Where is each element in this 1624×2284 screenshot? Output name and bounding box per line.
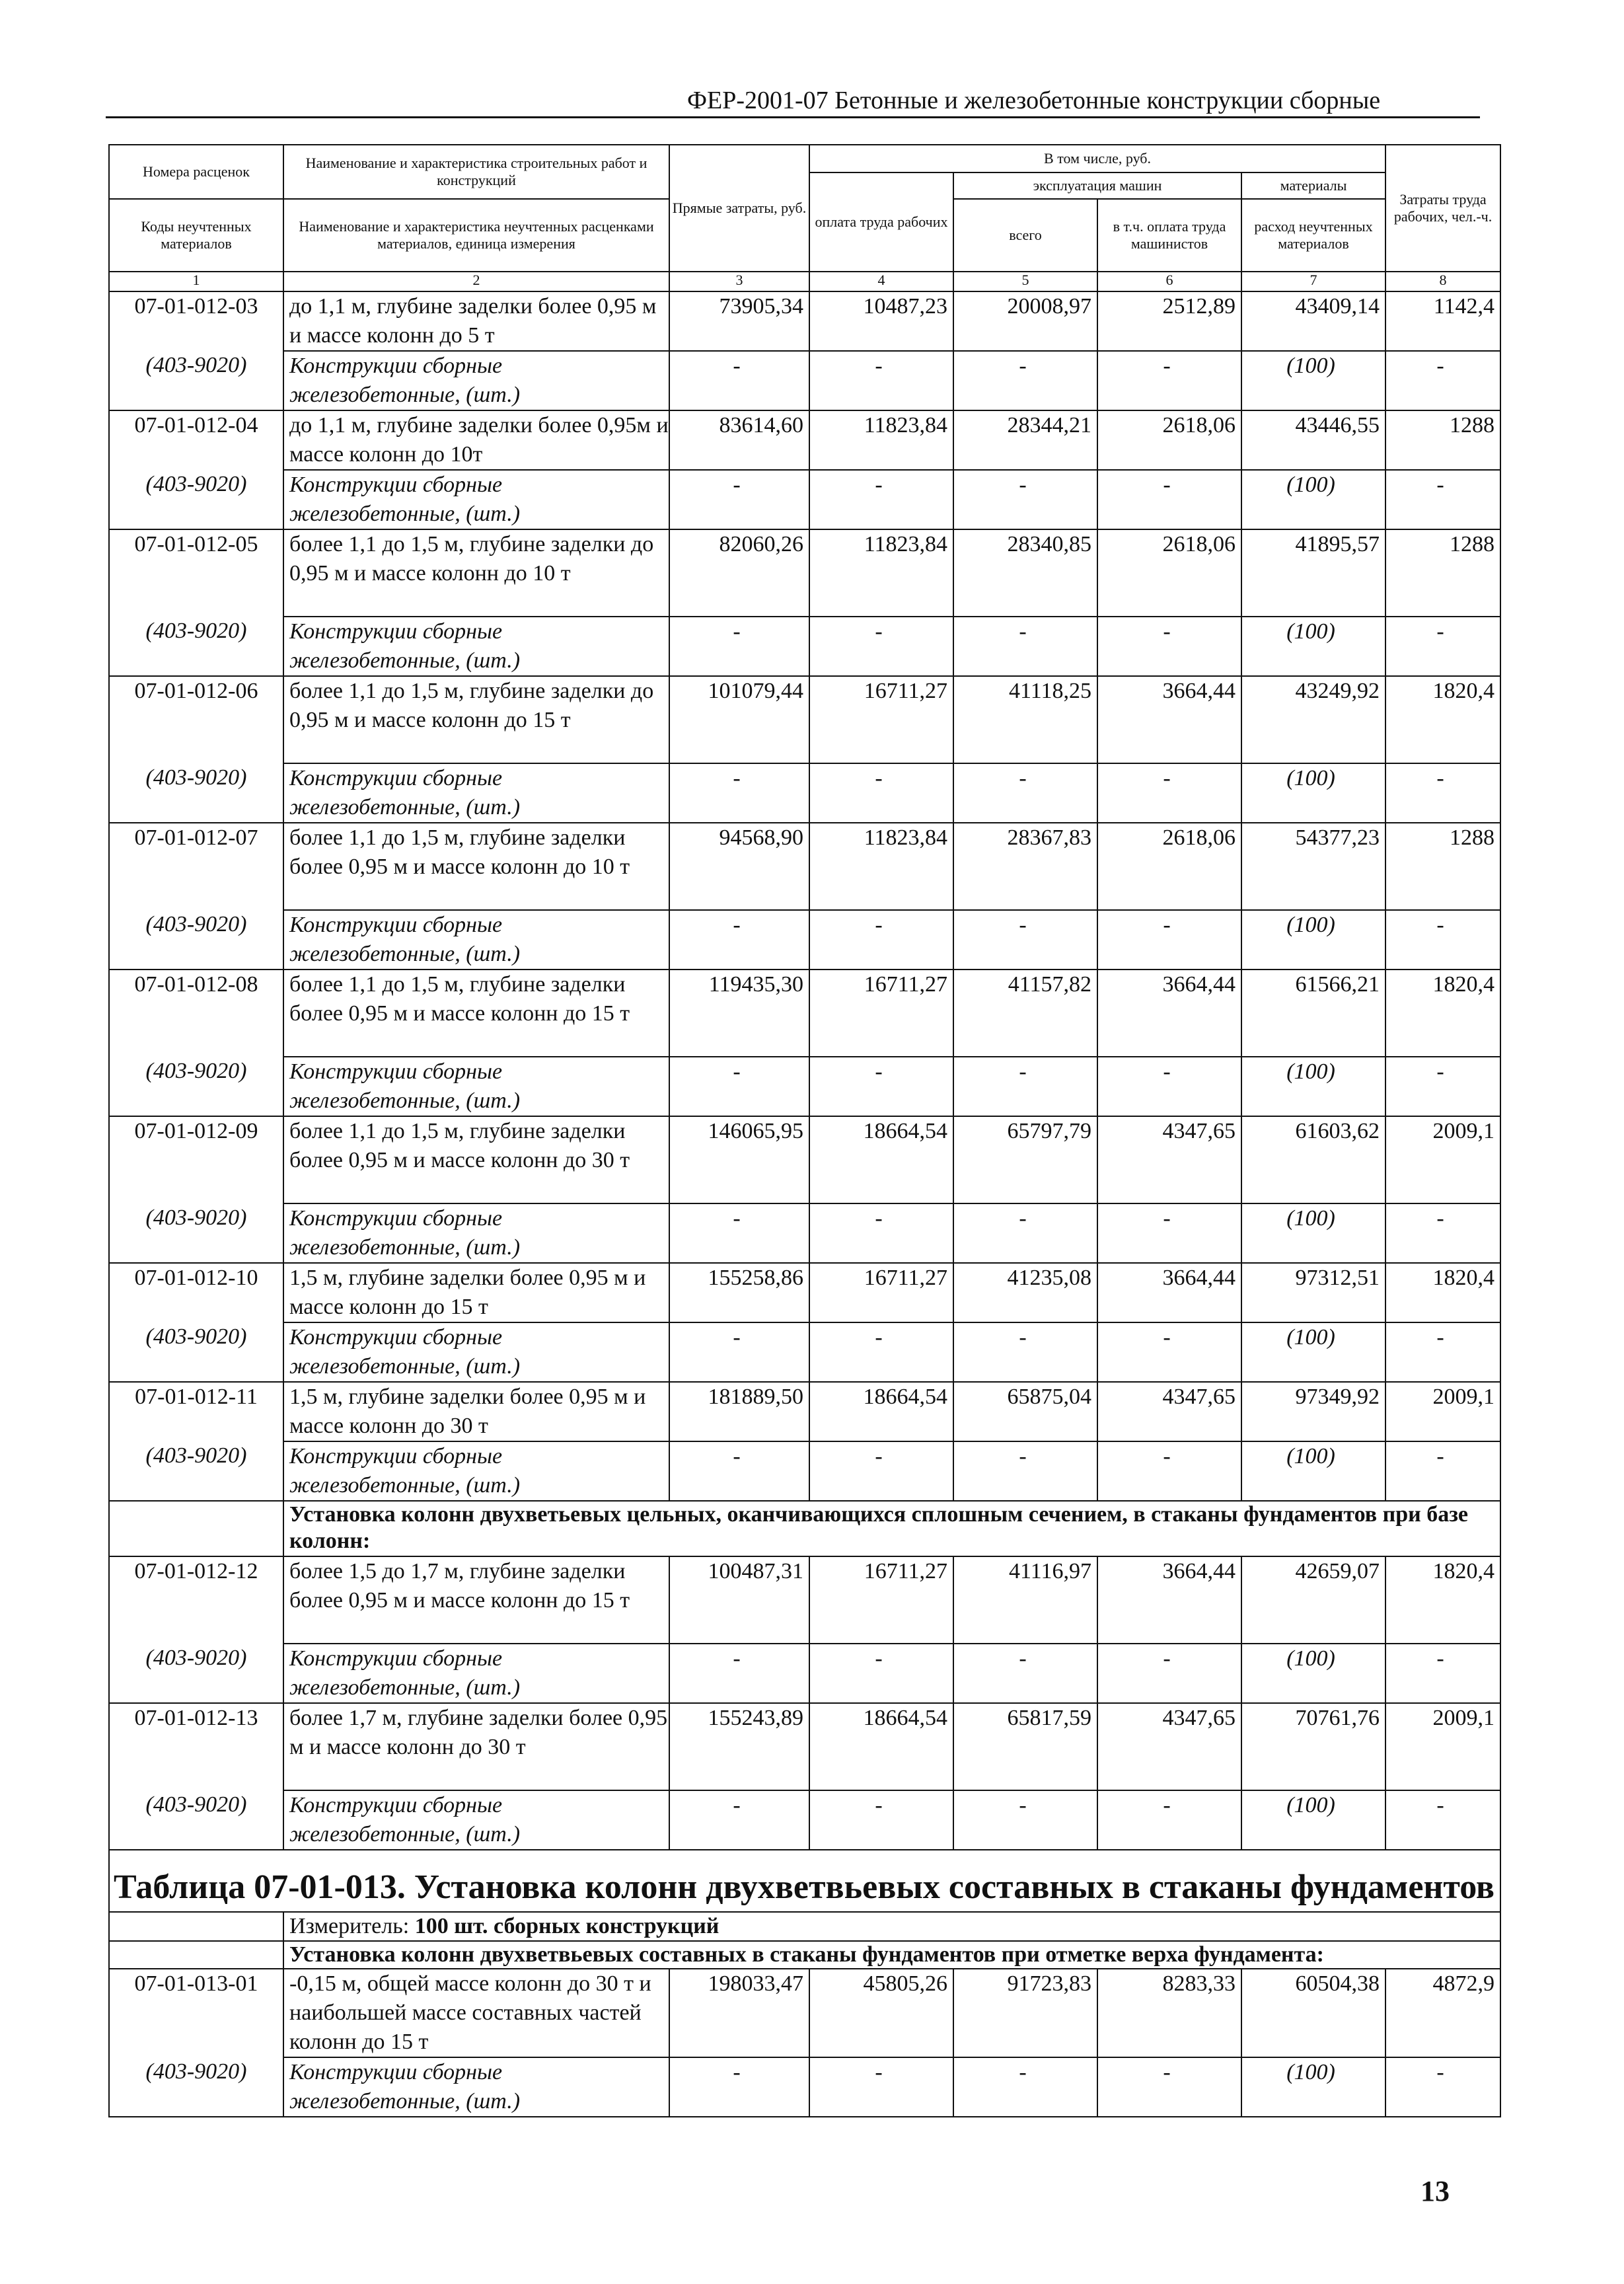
machinist-pay-value: 8283,33 [1097,1969,1241,2057]
col-header-labor: Затраты труда рабочих, чел.-ч. [1385,145,1500,272]
rate-code: 07-01-012-06 [109,676,283,763]
empty-value-dash: - [1385,1441,1500,1501]
material-consumption-value: (100) [1241,1322,1385,1382]
rate-row [109,1556,1500,1644]
rate-row [109,1969,1500,2057]
page-number: 13 [1421,2175,1450,2207]
empty-value-dash: - [1097,1203,1241,1263]
rate-row [109,1116,1500,1203]
empty-value-dash: - [953,1644,1097,1703]
material-row [109,1322,1500,1382]
machines-total-value: 65875,04 [953,1382,1097,1441]
rate-description: 1,5 м, глубине заделки более 0,95 м и массе колонн до 30 т [283,1382,669,1441]
empty-value-dash: - [809,470,953,529]
empty-value-dash: - [1385,1790,1500,1850]
rate-row [109,1263,1500,1322]
material-consumption-value: (100) [1241,1790,1385,1850]
worker-pay-value: 16711,27 [809,676,953,763]
machinist-pay-value: 4347,65 [1097,1703,1241,1790]
worker-pay-value: 10487,23 [809,291,953,351]
rate-code: 07-01-012-04 [109,410,283,470]
empty-value-dash: - [809,351,953,410]
material-row [109,1644,1500,1703]
empty-value-dash: - [809,1322,953,1382]
labor-value: 1288 [1385,823,1500,910]
materials-value: 41895,57 [1241,529,1385,617]
direct-costs-value: 119435,30 [669,970,809,1057]
labor-value: 2009,1 [1385,1382,1500,1441]
materials-value: 97312,51 [1241,1263,1385,1322]
material-row [109,763,1500,823]
material-code: (403-9020) [109,617,283,676]
empty-value-dash: - [1097,763,1241,823]
material-consumption-value: (100) [1241,1644,1385,1703]
empty-value-dash: - [1097,1057,1241,1116]
machinist-pay-value: 4347,65 [1097,1116,1241,1203]
empty-value-dash: - [809,910,953,970]
machines-total-value: 65797,79 [953,1116,1097,1203]
empty-value-dash: - [1385,1203,1500,1263]
section-heading: Установка колонн двухветьевых цельных, оканчивающихся сплошным сечением, в стаканы фундаментов при базе колонн: [283,1501,1500,1556]
worker-pay-value: 16711,27 [809,1556,953,1644]
worker-pay-value: 11823,84 [809,410,953,470]
rate-description: более 1,1 до 1,5 м, глубине заделки более 0,95 м и массе колонн до 30 т [283,1116,669,1203]
empty-value-dash: - [669,1644,809,1703]
meter-cell [283,1912,1500,1941]
materials-value: 70761,76 [1241,1703,1385,1790]
direct-costs-value: 100487,31 [669,1556,809,1644]
rate-description: более 1,1 до 1,5 м, глубине заделки до 0,95 м и массе колонн до 15 т [283,676,669,763]
material-name: Конструкции сборные железобетонные, (шт.) [283,1644,669,1703]
column-number: 4 [809,272,953,291]
empty-value-dash: - [1097,1441,1241,1501]
empty-value-dash: - [1385,351,1500,410]
material-name: Конструкции сборные железобетонные, (шт.) [283,2057,669,2117]
empty-value-dash: - [809,1057,953,1116]
direct-costs-value: 82060,26 [669,529,809,617]
labor-value: 2009,1 [1385,1703,1500,1790]
empty-value-dash: - [953,1441,1097,1501]
machinist-pay-value: 4347,65 [1097,1382,1241,1441]
rate-description: 1,5 м, глубине заделки более 0,95 м и массе колонн до 15 т [283,1263,669,1322]
material-code: (403-9020) [109,910,283,970]
col-header-work-name: Наименование и характеристика строительных работ и конструкций [283,145,669,199]
empty-value-dash: - [669,1322,809,1382]
column-number: 3 [669,272,809,291]
machines-total-value: 41118,25 [953,676,1097,763]
empty-value-dash: - [1385,763,1500,823]
empty-value-dash: - [1385,1057,1500,1116]
materials-value: 42659,07 [1241,1556,1385,1644]
rate-description: более 1,5 до 1,7 м, глубине заделки более 0,95 м и массе колонн до 15 т [283,1556,669,1644]
table-title-row [109,1850,1500,1912]
materials-value: 43409,14 [1241,291,1385,351]
labor-value: 4872,9 [1385,1969,1500,2057]
empty-value-dash: - [809,1644,953,1703]
materials-value: 43249,92 [1241,676,1385,763]
col-header-machines-total: всего [953,199,1097,272]
empty-value-dash: - [809,1203,953,1263]
rate-row [109,410,1500,470]
empty-value-dash: - [669,1790,809,1850]
material-name: Конструкции сборные железобетонные, (шт.) [283,1441,669,1501]
worker-pay-value: 16711,27 [809,1263,953,1322]
header-rule [106,116,1480,118]
empty-value-dash: - [1385,617,1500,676]
material-name: Конструкции сборные железобетонные, (шт.) [283,1203,669,1263]
material-row [109,1790,1500,1850]
empty-value-dash: - [1385,910,1500,970]
empty-value-dash: - [1385,1322,1500,1382]
empty-value-dash: - [1385,2057,1500,2117]
rates-table [108,144,1501,2117]
labor-value: 1288 [1385,529,1500,617]
material-consumption-value: (100) [1241,1057,1385,1116]
material-name: Конструкции сборные железобетонные, (шт.) [283,910,669,970]
rate-code: 07-01-012-11 [109,1382,283,1441]
meter-spacer [109,1912,283,1941]
rate-description: более 1,7 м, глубине заделки более 0,95 м и массе колонн до 30 т [283,1703,669,1790]
material-consumption-value: (100) [1241,1441,1385,1501]
empty-value-dash: - [953,2057,1097,2117]
machines-total-value: 28340,85 [953,529,1097,617]
machinist-pay-value: 2512,89 [1097,291,1241,351]
materials-value: 54377,23 [1241,823,1385,910]
worker-pay-value: 11823,84 [809,529,953,617]
material-code: (403-9020) [109,1644,283,1703]
material-row [109,617,1500,676]
rate-code: 07-01-012-05 [109,529,283,617]
empty-value-dash: - [669,1441,809,1501]
worker-pay-value: 11823,84 [809,823,953,910]
empty-value-dash: - [669,2057,809,2117]
rate-description: -0,15 м, общей массе колонн до 30 т и наибольшей массе составных частей колонн до 15 т [283,1969,669,2057]
direct-costs-value: 181889,50 [669,1382,809,1441]
empty-value-dash: - [1097,470,1241,529]
material-consumption-value: (100) [1241,351,1385,410]
empty-value-dash: - [953,617,1097,676]
rate-description: более 1,1 до 1,5 м, глубине заделки более 0,95 м и массе колонн до 15 т [283,970,669,1057]
empty-value-dash: - [953,1790,1097,1850]
rate-row [109,676,1500,763]
empty-value-dash: - [1097,1790,1241,1850]
col-header-machines: эксплуатация машин [953,172,1241,199]
material-name: Конструкции сборные железобетонные, (шт.) [283,1322,669,1382]
empty-value-dash: - [953,470,1097,529]
column-number: 5 [953,272,1097,291]
material-name: Конструкции сборные железобетонные, (шт.) [283,470,669,529]
direct-costs-value: 101079,44 [669,676,809,763]
material-code: (403-9020) [109,763,283,823]
meter-label: Измеритель: [289,1914,410,1938]
labor-value: 1820,4 [1385,676,1500,763]
material-code: (403-9020) [109,1322,283,1382]
machinist-pay-value: 3664,44 [1097,970,1241,1057]
material-consumption-value: (100) [1241,763,1385,823]
rate-row [109,1382,1500,1441]
page-header-title: ФЕР-2001-07 Бетонные и железобетонные конструкции сборные [687,87,1381,114]
empty-value-dash: - [809,2057,953,2117]
empty-value-dash: - [953,1057,1097,1116]
worker-pay-value: 16711,27 [809,970,953,1057]
machines-total-value: 41116,97 [953,1556,1097,1644]
material-code: (403-9020) [109,1441,283,1501]
material-code: (403-9020) [109,470,283,529]
empty-value-dash: - [669,617,809,676]
empty-value-dash: - [669,470,809,529]
machines-total-value: 91723,83 [953,1969,1097,2057]
section-heading-row [109,1941,1500,1969]
material-row [109,2057,1500,2117]
material-row [109,1203,1500,1263]
col-header-including: В том числе, руб. [809,145,1385,172]
materials-value: 61566,21 [1241,970,1385,1057]
empty-value-dash: - [1385,1644,1500,1703]
empty-value-dash: - [1097,910,1241,970]
worker-pay-value: 18664,54 [809,1703,953,1790]
rate-description: до 1,1 м, глубине заделки более 0,95 м и массе колонн до 5 т [283,291,669,351]
rate-code: 07-01-012-07 [109,823,283,910]
rate-row [109,529,1500,617]
column-number-row [109,272,1500,291]
col-header-material-consumption: расход неучтенных материалов [1241,199,1385,272]
direct-costs-value: 146065,95 [669,1116,809,1203]
labor-value: 1820,4 [1385,1263,1500,1322]
material-row [109,470,1500,529]
material-row [109,1441,1500,1501]
rate-row [109,291,1500,351]
material-name: Конструкции сборные железобетонные, (шт.) [283,351,669,410]
col-header-material-codes: Коды неучтенных материалов [109,199,283,272]
materials-value: 43446,55 [1241,410,1385,470]
col-header-worker-pay: оплата труда рабочих [809,172,953,272]
worker-pay-value: 45805,26 [809,1969,953,2057]
material-row [109,1057,1500,1116]
labor-value: 1288 [1385,410,1500,470]
direct-costs-value: 198033,47 [669,1969,809,2057]
meter-value: 100 шт. сборных конструкций [414,1914,720,1938]
section-spacer [109,1501,283,1556]
material-name: Конструкции сборные железобетонные, (шт.) [283,1790,669,1850]
material-name: Конструкции сборные железобетонные, (шт.) [283,1057,669,1116]
material-consumption-value: (100) [1241,1203,1385,1263]
col-header-rate-numbers: Номера расценок [109,145,283,199]
empty-value-dash: - [953,351,1097,410]
machinist-pay-value: 3664,44 [1097,1263,1241,1322]
empty-value-dash: - [1097,1322,1241,1382]
empty-value-dash: - [953,763,1097,823]
empty-value-dash: - [1097,1644,1241,1703]
rate-code: 07-01-012-12 [109,1556,283,1644]
empty-value-dash: - [1097,2057,1241,2117]
worker-pay-value: 18664,54 [809,1116,953,1203]
column-number: 1 [109,272,283,291]
direct-costs-value: 73905,34 [669,291,809,351]
labor-value: 1820,4 [1385,1556,1500,1644]
material-code: (403-9020) [109,1057,283,1116]
machines-total-value: 28344,21 [953,410,1097,470]
empty-value-dash: - [669,351,809,410]
column-number: 8 [1385,272,1500,291]
labor-value: 2009,1 [1385,1116,1500,1203]
empty-value-dash: - [953,1322,1097,1382]
material-consumption-value: (100) [1241,617,1385,676]
machines-total-value: 41157,82 [953,970,1097,1057]
material-name: Конструкции сборные железобетонные, (шт.) [283,617,669,676]
rate-description: более 1,1 до 1,5 м, глубине заделки до 0,95 м и массе колонн до 10 т [283,529,669,617]
machines-total-value: 20008,97 [953,291,1097,351]
materials-value: 61603,62 [1241,1116,1385,1203]
machinist-pay-value: 2618,06 [1097,410,1241,470]
materials-value: 60504,38 [1241,1969,1385,2057]
material-code: (403-9020) [109,2057,283,2117]
empty-value-dash: - [809,763,953,823]
rate-row [109,1703,1500,1790]
rate-row [109,823,1500,910]
section-spacer [109,1941,283,1969]
empty-value-dash: - [669,1057,809,1116]
column-number: 2 [283,272,669,291]
empty-value-dash: - [809,617,953,676]
empty-value-dash: - [809,1790,953,1850]
table-title: Таблица 07-01-013. Установка колонн двухветвьевых составных в стаканы фундаментов [109,1850,1500,1912]
col-header-materials: материалы [1241,172,1385,199]
rate-code: 07-01-012-10 [109,1263,283,1322]
material-row [109,910,1500,970]
machines-total-value: 41235,08 [953,1263,1097,1322]
column-number: 6 [1097,272,1241,291]
section-heading: Установка колонн двухветвьевых составных в стаканы фундаментов при отметке верха фундамента: [283,1941,1500,1969]
material-row [109,351,1500,410]
machinist-pay-value: 3664,44 [1097,1556,1241,1644]
material-name: Конструкции сборные железобетонные, (шт.) [283,763,669,823]
rate-code: 07-01-012-08 [109,970,283,1057]
empty-value-dash: - [669,763,809,823]
empty-value-dash: - [669,910,809,970]
rate-code: 07-01-012-03 [109,291,283,351]
empty-value-dash: - [669,1203,809,1263]
direct-costs-value: 155258,86 [669,1263,809,1322]
rate-description: более 1,1 до 1,5 м, глубине заделки более 0,95 м и массе колонн до 10 т [283,823,669,910]
material-consumption-value: (100) [1241,910,1385,970]
empty-value-dash: - [953,910,1097,970]
worker-pay-value: 18664,54 [809,1382,953,1441]
section-heading-row [109,1501,1500,1556]
machines-total-value: 65817,59 [953,1703,1097,1790]
materials-value: 97349,92 [1241,1382,1385,1441]
col-header-material-names: Наименование и характеристика неучтенных расценками материалов, единица измерения [283,199,669,272]
machinist-pay-value: 2618,06 [1097,823,1241,910]
empty-value-dash: - [1385,470,1500,529]
material-consumption-value: (100) [1241,2057,1385,2117]
col-header-direct-costs: Прямые затраты, руб. [669,145,809,272]
empty-value-dash: - [1097,617,1241,676]
material-consumption-value: (100) [1241,470,1385,529]
empty-value-dash: - [1097,351,1241,410]
machines-total-value: 28367,83 [953,823,1097,910]
empty-value-dash: - [809,1441,953,1501]
labor-value: 1820,4 [1385,970,1500,1057]
rate-code: 07-01-013-01 [109,1969,283,2057]
material-code: (403-9020) [109,1203,283,1263]
machinist-pay-value: 2618,06 [1097,529,1241,617]
material-code: (403-9020) [109,351,283,410]
direct-costs-value: 83614,60 [669,410,809,470]
rate-code: 07-01-012-13 [109,1703,283,1790]
empty-value-dash: - [953,1203,1097,1263]
col-header-machinist-pay: в т.ч. оплата труда машинистов [1097,199,1241,272]
machinist-pay-value: 3664,44 [1097,676,1241,763]
column-number: 7 [1241,272,1385,291]
rate-row [109,970,1500,1057]
direct-costs-value: 155243,89 [669,1703,809,1790]
material-code: (403-9020) [109,1790,283,1850]
meter-row [109,1912,1500,1941]
labor-value: 1142,4 [1385,291,1500,351]
rate-description: до 1,1 м, глубине заделки более 0,95м и массе колонн до 10т [283,410,669,470]
rate-code: 07-01-012-09 [109,1116,283,1203]
direct-costs-value: 94568,90 [669,823,809,910]
